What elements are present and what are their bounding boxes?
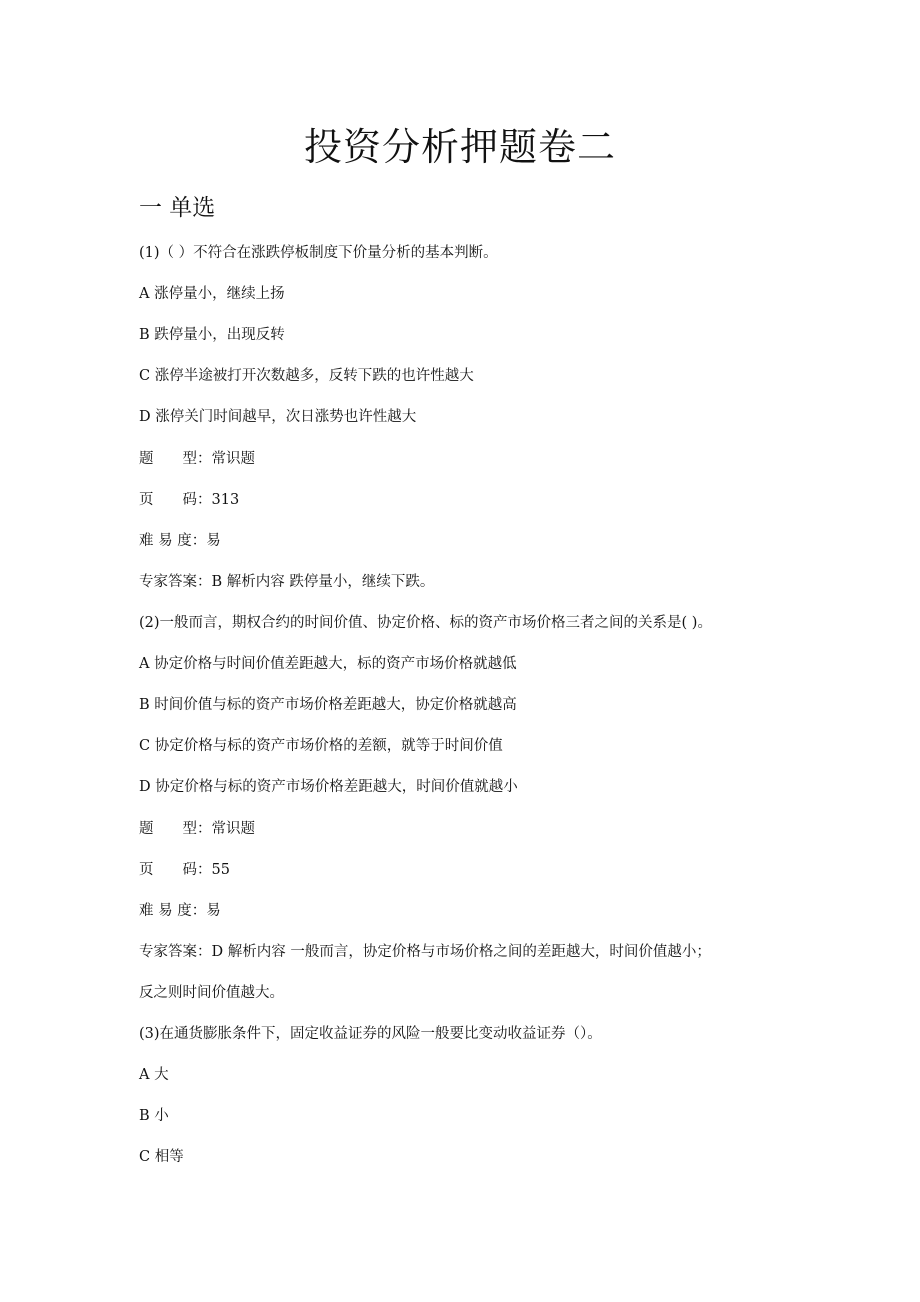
question-3-option-b: B 小 xyxy=(139,1108,169,1124)
question-2-answer-continued: 反之则时间价值越大。 xyxy=(139,985,284,1001)
question-1-type: 题 型：常识题 xyxy=(139,451,255,467)
question-1-stem: (1)（ ）不符合在涨跌停板制度下价量分析的基本判断。 xyxy=(139,245,498,261)
question-1-option-c: C 涨停半途被打开次数越多，反转下跌的也许性越大 xyxy=(139,368,474,384)
question-1-page: 页 码：313 xyxy=(139,492,240,508)
question-2-answer: 专家答案：D 解析内容 一般而言，协定价格与市场价格之间的差距越大，时间价值越小； xyxy=(139,944,711,960)
document-title: 投资分析押题卷二 xyxy=(303,125,616,169)
question-2-difficulty: 难 易 度：易 xyxy=(139,903,221,919)
question-1-option-b: B 跌停量小，出现反转 xyxy=(139,327,285,343)
question-2-page: 页 码：55 xyxy=(139,862,230,878)
question-3-stem: (3)在通货膨胀条件下，固定收益证券的风险一般要比变动收益证券（）。 xyxy=(139,1026,602,1042)
question-1-option-d: D 涨停关门时间越早，次日涨势也许性越大 xyxy=(139,409,417,425)
question-1-option-a: A 涨停量小，继续上扬 xyxy=(139,286,285,302)
question-2-option-d: D 协定价格与标的资产市场价格差距越大，时间价值就越小 xyxy=(139,779,518,795)
question-2-stem: (2)一般而言，期权合约的时间价值、协定价格、标的资产市场价格三者之间的关系是( )。 xyxy=(139,615,712,631)
question-2-option-b: B 时间价值与标的资产市场价格差距越大，协定价格就越高 xyxy=(139,697,517,713)
question-2-option-c: C 协定价格与标的资产市场价格的差额，就等于时间价值 xyxy=(139,738,503,754)
question-1-answer: 专家答案：B 解析内容 跌停量小，继续下跌。 xyxy=(139,574,435,590)
question-2-option-a: A 协定价格与时间价值差距越大，标的资产市场价格就越低 xyxy=(139,656,517,672)
question-2-type: 题 型：常识题 xyxy=(139,821,255,837)
question-3-option-a: A 大 xyxy=(139,1067,169,1083)
question-3-option-c: C 相等 xyxy=(139,1149,184,1165)
section-heading: 一 单选 xyxy=(139,195,216,221)
question-1-difficulty: 难 易 度：易 xyxy=(139,533,221,549)
